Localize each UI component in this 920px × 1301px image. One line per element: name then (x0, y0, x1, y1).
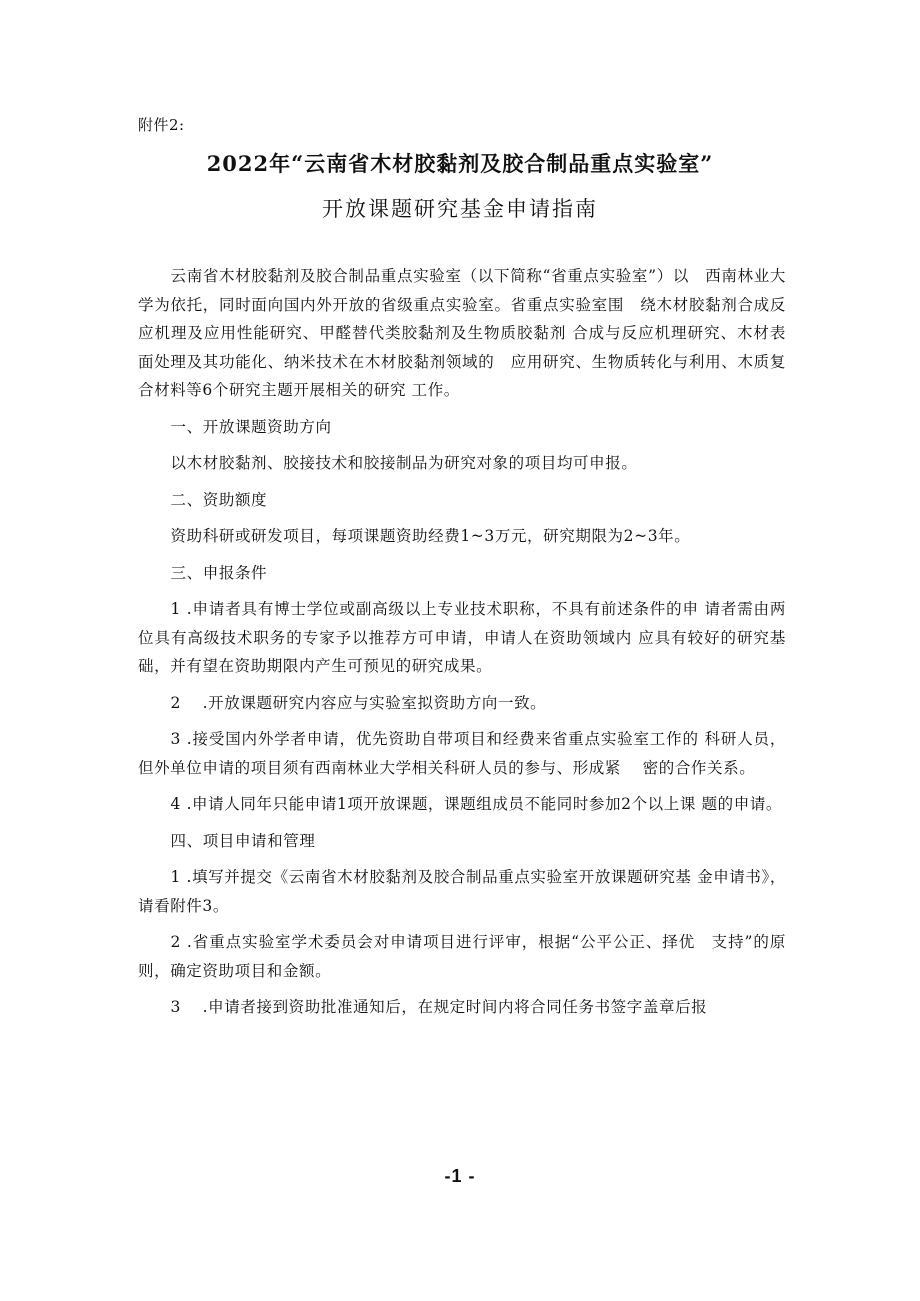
application-item-1: 1 .填写并提交《云南省木材胶黏剂及胶合制品重点实验室开放课题研究基 金申请书》，请看附件3。 (138, 868, 786, 915)
page-number: -1 - (444, 1166, 476, 1186)
section-heading-funding-direction: 一、开放课题资助方向 (170, 417, 332, 436)
condition-item-4: 4 .申请人同年只能申请1项开放课题，课题组成员不能同时参加2个以上课 题的申请。 (170, 795, 783, 813)
intro-paragraph: 云南省木材胶黏剂及胶合制品重点实验室（以下简称“省重点实验室”）以 西南林业大学为依托，同时面向国内外开放的省级重点实验室。省重点实验室围 绕木材胶黏剂合成反应机理及应用性能研究、甲醛替代类胶黏剂及生物质胶黏剂 合成与反应机理研究、木材表面处理及其功能化、纳米技术在木材胶黏剂领域的 应用研究、生物质转化与利用、木质复合材料等6个研究主题开展相关的研究 工作。 (138, 267, 786, 399)
funding-amount-paragraph: 资助科研或研发项目，每项课题资助经费1~3万元，研究期限为2~3年。 (170, 527, 691, 545)
section-heading-application: 四、项目申请和管理 (170, 831, 316, 850)
document-body (138, 262, 786, 1030)
condition-item-3: 3 .接受国内外学者申请，优先资助自带项目和经费来省重点实验室工作的 科研人员，但外单位申请的项目须有西南林业大学相关科研人员的参与、形成紧 密的合作关系。 (138, 730, 786, 777)
funding-direction-paragraph: 以木材胶黏剂、胶接技术和胶接制品为研究对象的项目均可申报。 (170, 454, 638, 472)
condition-item-1: 1 .申请者具有博士学位或副高级以上专业技术职称，不具有前述条件的申 请者需由两位具有高级技术职务的专家予以推荐方可申请，申请人在资助领域内 应具有较好的研究基础，并有望在资助期限内产生可预见的研究成果。 (138, 600, 786, 675)
section-heading-funding-amount: 二、资助额度 (170, 490, 268, 509)
document-title-line2: 开放课题研究基金申请指南 (322, 197, 598, 221)
condition-item-2: 2 .开放课题研究内容应与实验室拟资助方向一致。 (170, 693, 547, 712)
attachment-label: 附件2: (138, 116, 185, 134)
application-item-3: 3 .申请者接到资助批准通知后，在规定时间内将合同任务书签字盖章后报 (170, 998, 708, 1016)
document-title-line1: 2022年“云南省木材胶黏剂及胶合制品重点实验室” (206, 151, 714, 176)
application-item-2: 2 .省重点实验室学术委员会对申请项目进行评审，根据“公平公正、择优 支持”的原则，确定资助项目和金额。 (138, 933, 786, 980)
section-heading-conditions: 三、申报条件 (170, 563, 268, 582)
